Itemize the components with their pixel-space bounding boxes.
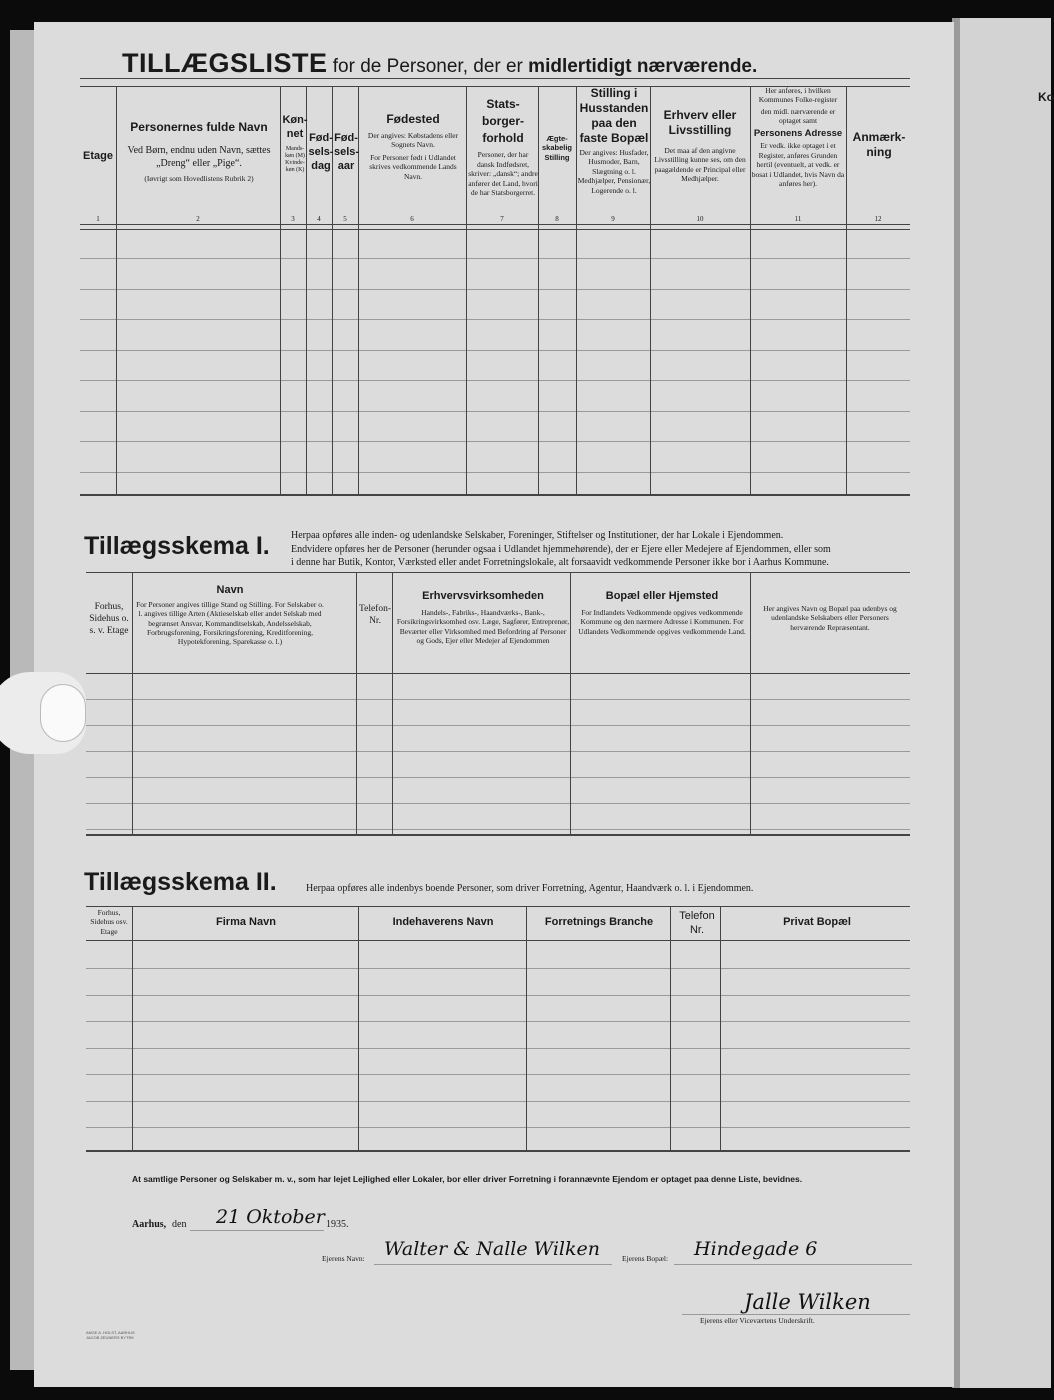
rule-line xyxy=(86,829,910,830)
signature-handwriting: Jalle Wilken xyxy=(744,1290,871,1314)
column-divider xyxy=(750,572,751,834)
skema1-intro-line: Endvidere opføres her de Personer (herunder ogsaa i Udlandet hjemmehørende), der er Ejere eller Medejere af Ejendommen, eller som xyxy=(291,543,831,555)
skema2-top xyxy=(86,906,910,907)
title-main: TILLÆGSLISTE xyxy=(122,48,328,78)
column-number: 5 xyxy=(343,215,347,223)
col-citizenship-title: Stats-borger-forhold xyxy=(482,97,524,145)
column-number: 2 xyxy=(196,215,200,223)
printer-mark: ANGE A. HOLST, AARHUS JACOB ZEUNERS BYTRK xyxy=(86,1330,135,1341)
col-name-desc: Ved Børn, endnu uden Navn, sættes „Dreng“ eller „Pige“. xyxy=(127,145,271,169)
column-number: 12 xyxy=(874,215,882,223)
col-occupation-desc: Det maa af den angivne Livsstilling kunne ses, om den paagældende er Principal eller Medhjælper. xyxy=(654,146,746,184)
form-page xyxy=(34,22,954,1387)
skema1-col-business-title: Erhvervsvirksomheden xyxy=(422,590,544,602)
col-occupation xyxy=(652,108,748,184)
col-name-desc2: (Iøvrigt som Hovedlistens Rubrik 2) xyxy=(144,174,254,183)
column-divider xyxy=(392,572,393,834)
column-divider xyxy=(570,572,571,834)
table1-bottom xyxy=(80,494,910,496)
facing-page-text: Ko xyxy=(1038,90,1054,104)
col-registry-desc: den midl. nærværende er optaget samt xyxy=(760,106,836,126)
skema1-col-etage: Forhus, Sidehus o. s. v. Etage xyxy=(89,602,129,636)
column-number: 10 xyxy=(696,215,704,223)
rule-line xyxy=(86,699,910,700)
owner-address-line xyxy=(674,1264,912,1265)
thumbnail xyxy=(40,684,86,742)
col-marital: Ægte-skabelig Stilling xyxy=(541,134,572,162)
column-divider xyxy=(526,906,527,1150)
col-birthplace xyxy=(360,112,466,181)
skema2-col-phone: Telefon Nr. xyxy=(679,910,715,936)
col-citizenship xyxy=(468,96,538,197)
column-divider xyxy=(116,86,117,494)
rule-line xyxy=(86,725,910,726)
skema1-col-name-desc: For Personer angives tillige Stand og Stilling. For Selskaber o. l. angives tillige Arten (Aktieselskab eller andet Selskab med begrænset Ansvar, Kommanditselskab, Andelsselskab, Forbrugsforening, Forsikringsforening, Kreditforening, Hypotekforening, Sparekasse o. l.) xyxy=(136,599,324,647)
title-end: midlertidigt nærværende. xyxy=(528,56,758,77)
col-birthplace-title: Fødested xyxy=(386,112,440,126)
rule-line xyxy=(86,1101,910,1102)
col-kon-title: Køn-net xyxy=(282,114,308,140)
col-etage: Etage xyxy=(83,150,113,162)
col-name-title: Personernes fulde Navn xyxy=(130,120,268,134)
col-birthplace-desc2: For Personer født i Udlandet skrives vedkommende Lands Navn. xyxy=(369,152,457,181)
rule-line xyxy=(80,380,910,381)
column-divider xyxy=(670,906,671,1150)
rule-line xyxy=(86,751,910,752)
owner-address-handwriting: Hindegade 6 xyxy=(694,1238,818,1260)
year-label: 1935. xyxy=(326,1219,349,1230)
col-kon xyxy=(282,114,308,174)
title-middle: for de Personer, der er xyxy=(327,56,529,77)
rule-line xyxy=(86,968,910,969)
skema1-header-bottom xyxy=(86,673,910,674)
rule-line xyxy=(86,1021,910,1022)
title-rule xyxy=(80,78,910,79)
skema2-bottom xyxy=(86,1150,910,1152)
column-number: 8 xyxy=(555,215,559,223)
skema1-col-residence-title: Bopæl eller Hjemsted xyxy=(605,590,719,602)
rule-line xyxy=(86,1048,910,1049)
col-occupation-title: Erhverv eller Livsstilling xyxy=(663,108,737,137)
rule-line xyxy=(80,289,910,290)
date-label: den xyxy=(172,1219,187,1230)
col-registry-title: Her anføres, i hvilken Kommunes Folke-register xyxy=(758,86,838,105)
col-name xyxy=(118,120,280,183)
skema2-col-owner: Indehaverens Navn xyxy=(392,916,494,928)
column-divider xyxy=(846,86,847,494)
skema1-intro-line: i denne har Butik, Kontor, Værksted eller andet Forretningslokale, alt forsaavidt vedkommende Personer ikke bor i Aarhus Kommune. xyxy=(291,557,829,568)
col-household xyxy=(577,86,651,195)
skema1-top xyxy=(86,572,910,573)
col-citizenship-desc: Personer, der har dansk Indfødsret, skriver: „dansk“; andre anfører det Land, hvori de har Statsborgerret. xyxy=(468,150,538,197)
rule-line xyxy=(80,258,910,259)
signature-line xyxy=(682,1314,910,1315)
skema2-col-branch: Forretnings Branche xyxy=(544,916,654,928)
column-number: 1 xyxy=(96,215,100,223)
owner-address-label: Ejerens Bopæl: xyxy=(622,1254,669,1263)
skema2-col-address: Privat Bopæl xyxy=(783,916,851,928)
rule-line xyxy=(86,777,910,778)
rule-line xyxy=(80,411,910,412)
skema1-col-residence-desc: For Indlandets Vedkommende opgives vedkommende Kommune og den nærmere Adresse i Kommunen. For Udlandets Vedkommende opgives vedkommende Land. xyxy=(578,607,746,636)
skema1-col-name-title: Navn xyxy=(216,584,244,596)
signature-label: Ejerens eller Viceværtens Underskrift. xyxy=(700,1316,815,1325)
column-divider xyxy=(466,86,467,494)
rule-line xyxy=(80,350,910,351)
skema1-bottom xyxy=(86,834,910,836)
rule-line xyxy=(80,319,910,320)
facing-page xyxy=(960,18,1054,1388)
column-divider xyxy=(132,572,133,834)
skema1-intro-line: Herpaa opføres alle inden- og udenlandske Selskaber, Foreninger, Stiftelser og Institutioner, der har Lokale i Ejendommen. xyxy=(291,530,784,541)
column-number: 3 xyxy=(291,215,295,223)
rule-line xyxy=(86,1074,910,1075)
column-divider xyxy=(720,906,721,1150)
column-number: 11 xyxy=(794,215,802,223)
page-title xyxy=(122,48,757,79)
column-number: 4 xyxy=(317,215,321,223)
column-number: 6 xyxy=(410,215,414,223)
skema2-col-etage: Forhus, Sidehus osv. Etage xyxy=(90,908,128,936)
skema1-col-name xyxy=(134,584,326,647)
col-birthyear: Fød-sels-aar xyxy=(334,132,360,172)
column-number: 7 xyxy=(500,215,504,223)
column-divider xyxy=(132,906,133,1150)
column-divider xyxy=(280,86,281,494)
skema1-col-representative: Her angives Navn og Bopæl paa udenbys og udenlandske Selskabers eller Personers herværende Repræsentant. xyxy=(763,604,897,632)
skema2-col-firm: Firma Navn xyxy=(216,916,276,928)
col-registry xyxy=(750,86,846,188)
col-kon-desc: Mands-køn (M) Kvinde-køn (K) xyxy=(285,145,305,174)
skema2-intro: Herpaa opføres alle indenbys boende Personer, som driver Forretning, Agentur, Haandværk o. l. i Ejendommen. xyxy=(306,883,754,894)
owner-name-line xyxy=(374,1264,612,1265)
rule-line xyxy=(80,441,910,442)
city-label: Aarhus, xyxy=(132,1219,167,1230)
skema1-title: Tillægsskema I. xyxy=(84,532,270,560)
col-registry-desc2: Er vedk. ikke optaget i et Register, anføres Grunden hertil (eventuelt, at vedk. er bosat i Udlandet, hvis Navn da anføres her). xyxy=(751,141,845,188)
skema1-col-phone: Telefon-Nr. xyxy=(358,604,392,626)
declaration-text: At samtlige Personer og Selskaber m. v., som har lejet Lejlighed eller Lokaler, bor eller driver Forretning i forannævnte Ejendom er optaget paa denne Liste, bevidnes. xyxy=(132,1174,803,1184)
col-household-title: Stilling i Husstanden paa den faste Bopæl xyxy=(579,86,649,145)
skema1-col-business xyxy=(396,590,570,645)
column-divider xyxy=(358,906,359,1150)
col-household-desc: Der angives: Husfader, Husmoder, Barn, Slægtning o. l. Medhjælper, Pensionær, Logerende o. l. xyxy=(577,148,651,195)
skema2-title: Tillægsskema II. xyxy=(84,868,277,896)
rule-line xyxy=(86,803,910,804)
skema1-col-business-desc: Handels-, Fabriks-, Haandværks-, Bank-, Forsikringsvirksomhed osv. Læge, Sagfører, Entreprenør, Beværter eller Virksomhed med Befordring af Personer og Gods, Ejer eller Medejer af Ejendommen xyxy=(396,607,570,645)
col-remark: Anmærk-ning xyxy=(852,130,906,159)
skema1-intro xyxy=(291,529,921,570)
date-line xyxy=(190,1230,324,1231)
col-birthplace-desc: Der angives: Købstadens eller Sognets Navn. xyxy=(367,131,459,150)
table1-header-bottom2 xyxy=(80,229,910,230)
column-divider xyxy=(356,572,357,834)
owner-name-label: Ejerens Navn: xyxy=(322,1254,365,1263)
rule-line xyxy=(86,1127,910,1128)
rule-line xyxy=(86,995,910,996)
column-number: 9 xyxy=(611,215,615,223)
col-registry-title2: Personens Adresse xyxy=(753,127,843,139)
skema1-col-residence xyxy=(574,590,750,636)
col-birthday: Fød-sels-dag xyxy=(308,132,334,172)
skema2-header-bottom xyxy=(86,940,910,941)
table1-header-bottom xyxy=(80,224,910,225)
date-handwriting: 21 Oktober xyxy=(216,1206,325,1228)
rule-line xyxy=(80,472,910,473)
owner-name-handwriting: Walter & Nalle Wilken xyxy=(384,1238,600,1260)
